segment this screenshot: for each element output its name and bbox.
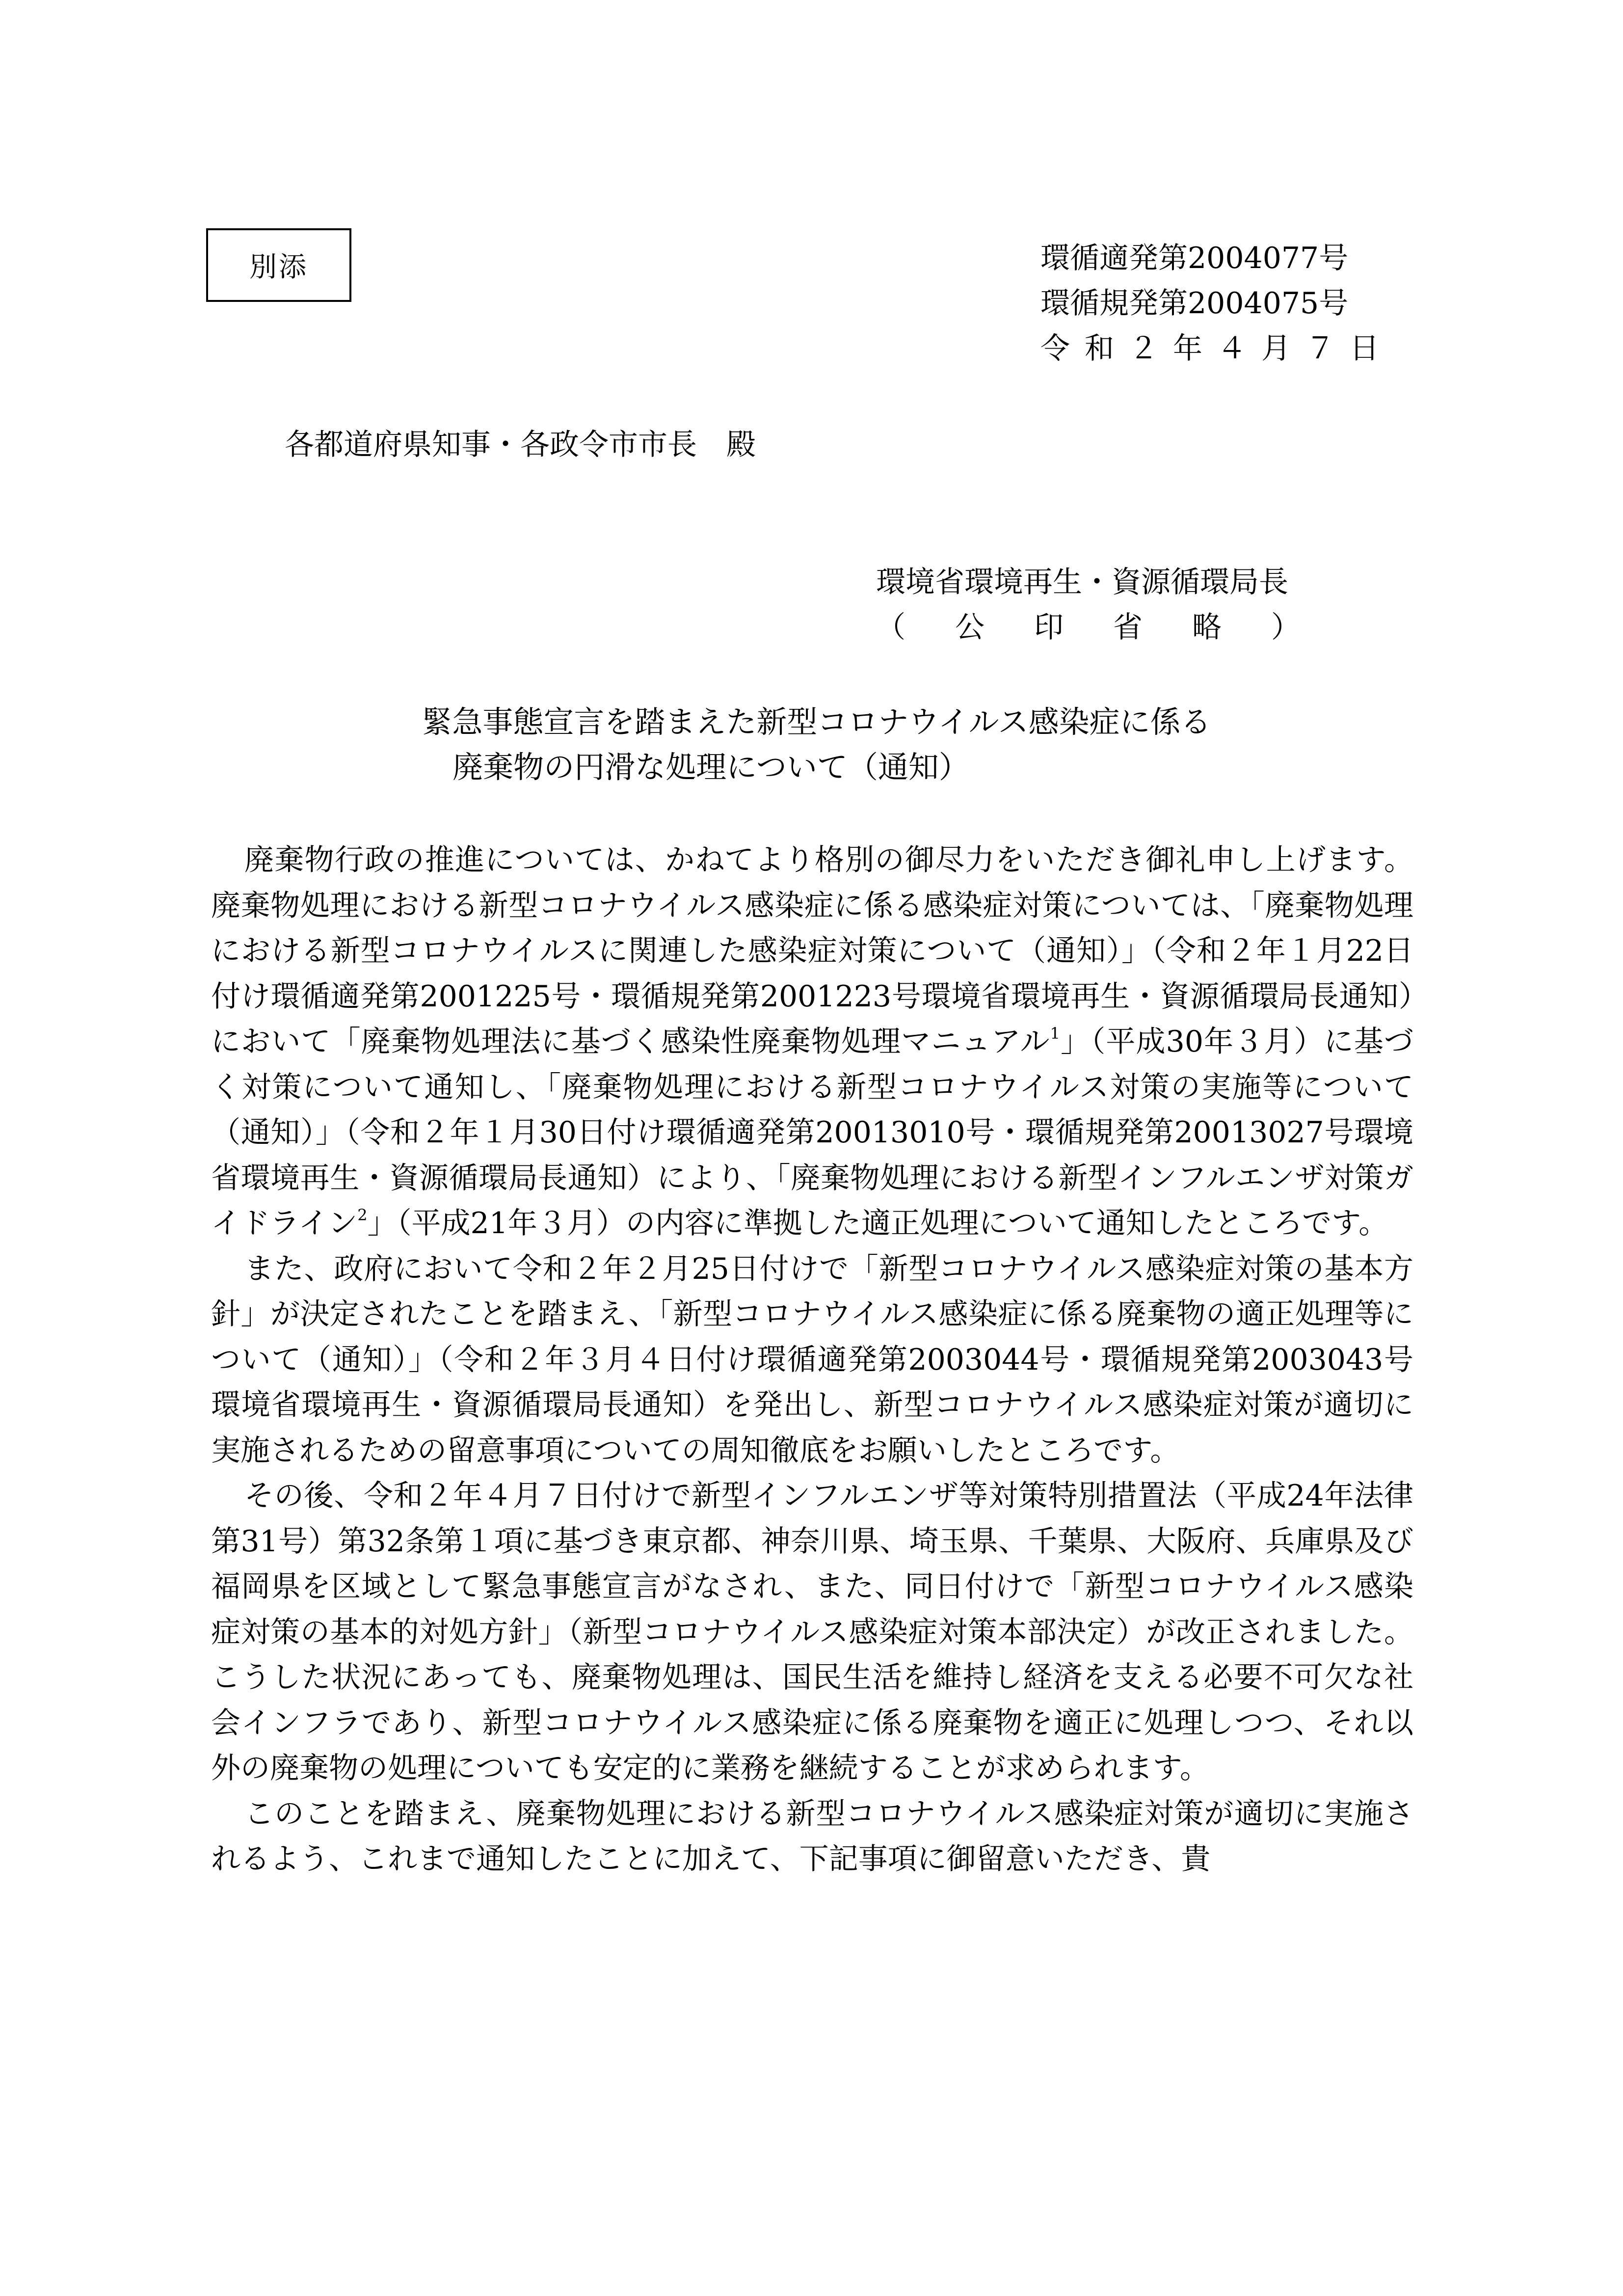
document-number-2: 環循規発第2004075号 — [1040, 286, 1349, 321]
paragraph-text: 廃棄物行政の推進については、かねてより格別の御尽力をいただき御礼申し上げます。廃棄物処理における新型コロナウイルス感染症に係る感染症対策については、「廃棄物処理における新型コロナウイルスに関連した感染症対策について（通知）」（令和２年１月22日付け環循適発第2001225号・環循規発第2001223号環境省環境再生・資源循環局長通知）において「廃棄物処理法に基づく感染性廃棄物処理マニュアル — [211, 843, 1413, 1059]
seal-note-char: 公 — [955, 610, 984, 645]
sender-title: 環境省環境再生・資源循環局長 — [876, 565, 1288, 599]
document-date: 令和２年４月７日 — [1040, 331, 1394, 366]
document-numbers — [1040, 236, 1394, 371]
seal-note-char: 印 — [1034, 610, 1064, 645]
addressee: 各都道府県知事・各政令市市長 殿 — [285, 428, 756, 462]
seal-note-char: 略 — [1192, 610, 1222, 645]
title-line-2: 廃棄物の円滑な処理について（通知） — [452, 749, 969, 785]
footnote-marker: 1 — [1050, 1024, 1060, 1043]
attachment-label-box — [206, 228, 351, 302]
seal-omitted-note — [876, 605, 1301, 650]
title-line-1: 緊急事態宣言を踏まえた新型コロナウイルス感染症に係る — [422, 704, 1211, 740]
document-title — [0, 700, 1623, 790]
sender-block — [876, 560, 1301, 650]
seal-note-char: ） — [1271, 610, 1301, 645]
document-number-1: 環循適発第2004077号 — [1040, 241, 1349, 275]
body-text — [211, 837, 1413, 1882]
paragraph-text: 」（平成30年３月）に基づく対策について通知し、「廃棄物処理における新型コロナウイルス対策の実施等について（通知）」（令和２年１月30日付け環循適発第20013010号・環循規発第20013027号環境省環境再生・資源循環局長通知）により、「廃棄物処理における新型インフルエンザ対策ガイドライン — [211, 1025, 1413, 1241]
footnote-marker: 2 — [357, 1206, 368, 1224]
paragraph-text: その後、令和２年４月７日付けで新型インフルエンザ等対策特別措置法（平成24年法律第31号）第32条第１項に基づき東京都、神奈川県、埼玉県、千葉県、大阪府、兵庫県及び福岡県を区域として緊急事態宣言がなされ、また、同日付けで「新型コロナウイルス感染症対策の基本的対処方針」（新型コロナウイルス感染症対策本部決定）が改正されました。こうした状況にあっても、廃棄物処理は、国民生活を維持し経済を支える必要不可欠な社会インフラであり、新型コロナウイルス感染症に係る廃棄物を適正に処理しつつ、それ以外の廃棄物の処理についても安定的に業務を継続することが求められます。 — [211, 1479, 1413, 1785]
seal-note-char: 省 — [1113, 610, 1143, 645]
body-paragraph — [211, 1473, 1413, 1791]
body-paragraph — [211, 837, 1413, 1246]
paragraph-text: このことを踏まえ、廃棄物処理における新型コロナウイルス感染症対策が適切に実施されるよう、これまで通知したことに加えて、下記事項に御留意いただき、貴 — [211, 1796, 1413, 1876]
attachment-label: 別添 — [249, 251, 308, 283]
body-paragraph — [211, 1791, 1413, 1882]
paragraph-text: 」（平成21年３月）の内容に準拠した適正処理について通知したところです。 — [367, 1206, 1388, 1241]
body-paragraph — [211, 1246, 1413, 1474]
paragraph-text: また、政府において令和２年２月25日付けで「新型コロナウイルス感染症対策の基本方針」が決定されたことを踏まえ、「新型コロナウイルス感染症に係る廃棄物の適正処理等について（通知）」（令和２年３月４日付け環循適発第2003044号・環循規発第2003043号環境省環境再生・資源循環局長通知）を発出し、新型コロナウイルス感染症対策が適切に実施されるための留意事項についての周知徹底をお願いしたところです。 — [211, 1251, 1413, 1468]
seal-note-char: （ — [876, 610, 905, 645]
